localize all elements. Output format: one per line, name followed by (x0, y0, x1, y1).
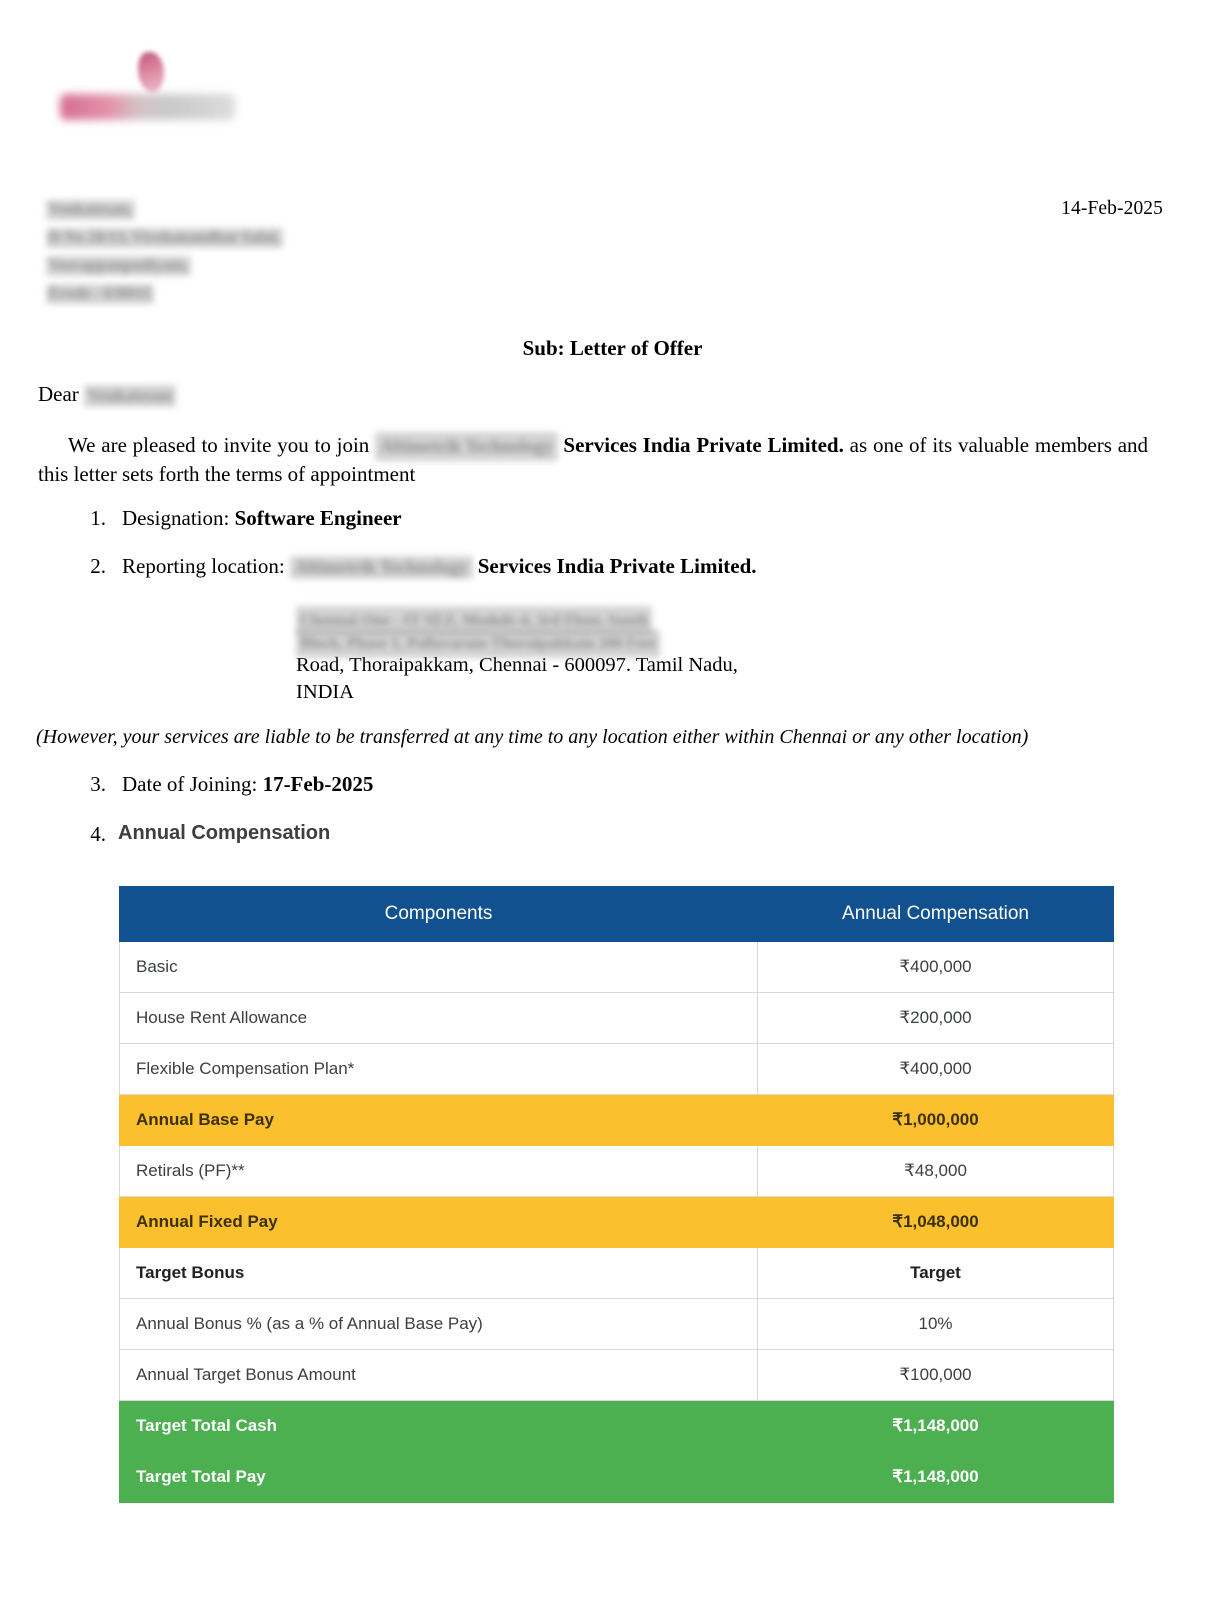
designation-label: Designation: (122, 506, 230, 530)
office-address-line (296, 629, 996, 652)
row-component: Target Total Cash (120, 1401, 758, 1452)
row-amount: ₹48,000 (758, 1146, 1114, 1197)
row-component: Annual Fixed Pay (120, 1197, 758, 1248)
date-of-joining-value: 17-Feb-2025 (262, 772, 374, 796)
table-row (120, 1401, 1114, 1452)
company-logo (60, 52, 240, 134)
redacted-text: Veerappanpudiyam, (46, 256, 191, 276)
row-component: Target Bonus (120, 1248, 758, 1299)
column-header-components: Components (120, 887, 758, 942)
table-row (120, 1197, 1114, 1248)
reporting-location-label: Reporting location: (122, 554, 285, 578)
table-row (120, 1350, 1114, 1401)
document-date: 14-Feb-2025 (1061, 198, 1163, 219)
list-item-date-of-joining (72, 772, 772, 797)
office-address-line (296, 606, 996, 629)
office-address-line: Road, Thoraipakkam, Chennai - 600097. Tamil Nadu, (296, 654, 738, 676)
table-row (120, 1248, 1114, 1299)
redacted-text: Chennai One - IT SEZ, Module-4, 3rd Floor, South (296, 606, 652, 635)
redacted-company-name: Altimetrik Technology (375, 432, 558, 461)
list-item-designation (72, 506, 972, 531)
office-address-line: INDIA (296, 681, 355, 703)
reporting-location-company: Services India Private Limited. (477, 554, 757, 578)
address-line (46, 256, 446, 278)
column-header-annual-compensation: Annual Compensation (758, 887, 1114, 942)
annual-compensation-table (119, 886, 1114, 1503)
table-row (120, 1044, 1114, 1095)
item-text (122, 554, 1072, 579)
row-amount: ₹1,048,000 (758, 1197, 1114, 1248)
row-amount: ₹200,000 (758, 993, 1114, 1044)
item-number: 4. (90, 822, 106, 846)
row-amount: 10% (758, 1299, 1114, 1350)
row-amount: ₹1,148,000 (758, 1452, 1114, 1503)
recipient-address (46, 200, 446, 312)
redacted-text: D No 28/13, Vivekanandhar Salai, (46, 228, 283, 248)
office-address (296, 606, 996, 706)
row-amount: ₹1,000,000 (758, 1095, 1114, 1146)
item-text (122, 506, 972, 531)
table-header-row (120, 887, 1114, 942)
company-legal-name: Services India Private Limited. (563, 433, 844, 457)
item-number: 3. (90, 772, 106, 796)
row-amount: ₹400,000 (758, 942, 1114, 993)
intro-tail: as one of its valuable members and this letter sets forth the terms of appointment (38, 433, 1149, 486)
list-item-annual-compensation (72, 822, 972, 845)
row-component: Annual Target Bonus Amount (120, 1350, 758, 1401)
row-component: Annual Base Pay (120, 1095, 758, 1146)
row-amount: ₹100,000 (758, 1350, 1114, 1401)
table-body (120, 942, 1114, 1503)
row-amount: Target (758, 1248, 1114, 1299)
item-number: 2. (90, 554, 106, 578)
address-line (46, 284, 446, 306)
row-component: Flexible Compensation Plan* (120, 1044, 758, 1095)
table-row (120, 1146, 1114, 1197)
date-of-joining-label: Date of Joining: (122, 772, 258, 796)
list-item-reporting-location (72, 554, 1072, 579)
row-component: Retirals (PF)** (120, 1146, 758, 1197)
address-line (46, 228, 446, 250)
redacted-recipient-name: Venkatesan (84, 385, 175, 407)
row-component: Target Total Pay (120, 1452, 758, 1503)
row-component: Annual Bonus % (as a % of Annual Base Pay) (120, 1299, 758, 1350)
row-component: House Rent Allowance (120, 993, 758, 1044)
intro-paragraph (38, 432, 1148, 488)
logo-mark-icon (138, 52, 164, 92)
salutation-word: Dear (38, 382, 79, 406)
table-row (120, 1452, 1114, 1503)
redacted-text: Venkatesan, (46, 200, 135, 220)
designation-value: Software Engineer (234, 506, 402, 530)
logo-wordmark (60, 94, 235, 120)
transfer-clause-note: (However, your services are liable to be transferred at any time to any location either within Chennai or any other location) (36, 726, 1029, 748)
table-row (120, 1095, 1114, 1146)
redacted-company-name: Altimetrik Technology (290, 556, 473, 579)
annual-compensation-heading: Annual Compensation (118, 822, 331, 844)
table-row (120, 942, 1114, 993)
table-row (120, 993, 1114, 1044)
redacted-text: Erode - 638011 (46, 284, 154, 304)
row-component: Basic (120, 942, 758, 993)
redacted-text: Block, Phase 1, Pallavaram-Thoraipakkam 200 Feet (296, 629, 660, 658)
row-amount: ₹400,000 (758, 1044, 1114, 1095)
table-row (120, 1299, 1114, 1350)
item-number: 1. (90, 506, 106, 530)
salutation (38, 382, 176, 407)
address-line (46, 200, 446, 222)
intro-lead: We are pleased to invite you to join (68, 433, 370, 457)
row-amount: ₹1,148,000 (758, 1401, 1114, 1452)
letter-subject: Sub: Letter of Offer (522, 336, 703, 360)
item-text (122, 772, 772, 797)
